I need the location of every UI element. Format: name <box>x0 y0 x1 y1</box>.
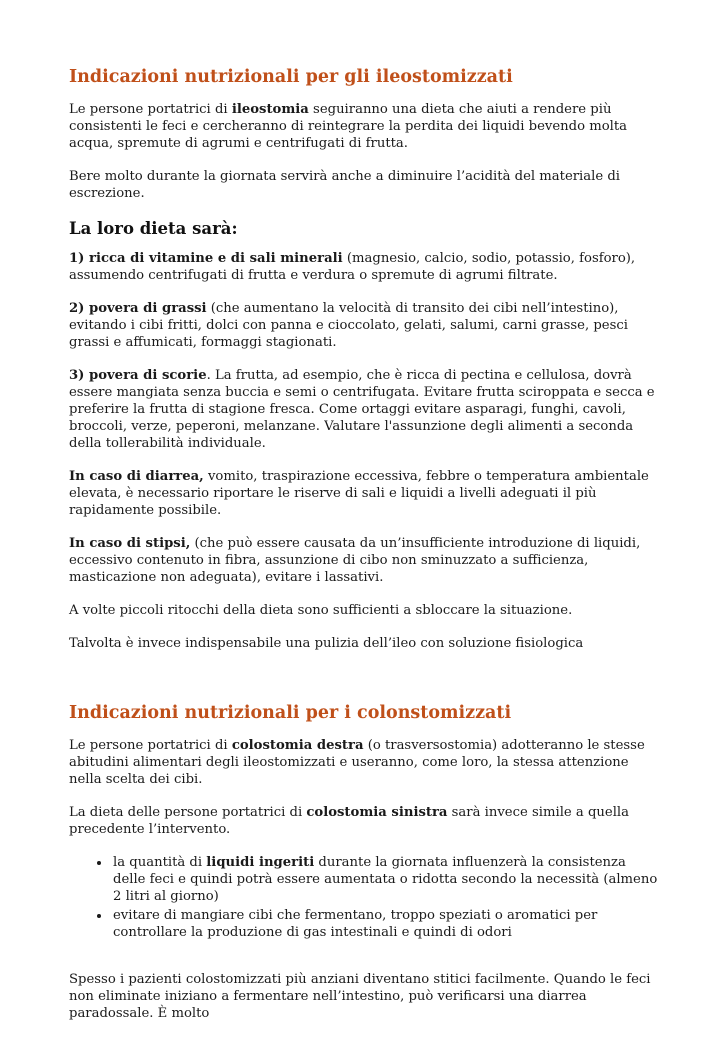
list-item: • evitare di mangiare cibi che fermentano, troppo speziati o aromatici per controllare la produzione di gas intestinali e quindi di odori <box>111 907 659 941</box>
section-title-ileostomy: Indicazioni nutrizionali per gli ileostomizzati <box>69 67 513 87</box>
diet-item-2: 2) povera di grassi (che aumentano la velocità di transito dei cibi nell’intestino), evitando i cibi fritti, dolci con panna e cioccolato, gelati, salumi, carni grasse, pesci grassi e affumicati, formaggi stagionati. <box>69 301 628 350</box>
diet-item-1: 1) ricca di vitamine e di sali minerali (magnesio, calcio, sodio, potassio, fosforo), assumendo centrifugati di frutta e verdura o spremute di agrumi filtrate. <box>69 251 636 283</box>
section-spacer <box>69 668 659 702</box>
diet-item-3: 3) povera di scorie. La frutta, ad esempio, che è ricca di pectina e cellulosa, dovrà essere mangiata senza buccia e semi o centrifugata. Evitare frutta sciroppata e secca e preferire la frutta di stagione fresca. Come ortaggi evitare asparagi, funghi, cavoli, broccoli, verze, peperoni, melanzane. Valutare l'assunzione degli alimenti a seconda della tollerabilità individuale. <box>69 368 655 451</box>
paragraph-ileostomy-intro: Le persone portatrici di ileostomia seguiranno una dieta che aiuti a rendere più consistenti le feci e cercheranno di reintegrare la perdita dei liquidi bevendo molta acqua, spremute di agrumi e centrifugati di frutta. <box>69 102 628 151</box>
colostomy-bullet-list <box>69 854 659 941</box>
paragraph-drink: Bere molto durante la giornata servirà anche a diminuire l’acidità del materiale di escrezione. <box>69 169 621 201</box>
diet-subtitle: La loro dieta sarà: <box>69 219 238 238</box>
paragraph-left-colostomy: La dieta delle persone portatrici di colostomia sinistra sarà invece simile a quella precedente l’intervento. <box>69 805 630 837</box>
list-item: • la quantità di liquidi ingeriti durante la giornata influenzerà la consistenza delle feci e quindi potrà essere aumentata o ridotta secondo la necessità (almeno 2 litri al giorno) <box>111 854 659 905</box>
document-page <box>69 66 659 1038</box>
paragraph-small-adjustments: A volte piccoli ritocchi della dieta sono sufficienti a sbloccare la situazione. <box>69 603 573 618</box>
paragraph-right-colostomy: Le persone portatrici di colostomia destra (o trasversostomia) adotteranno le stesse abitudini alimentari degli ileostomizzati e useranno, come loro, la stessa attenzione nella scelta dei cibi. <box>69 738 645 787</box>
paragraph-constipation: In caso di stipsi, (che può essere causata da un’insufficiente introduzione di liquidi, eccessivo contenuto in fibra, assunzione di cibo non sminuzzato a sufficienza, masticazione non adeguata), evitare i lassativi. <box>69 536 641 585</box>
paragraph-elderly-patients: Spesso i pazienti colostomizzati più anziani diventano stitici facilmente. Quando le feci non eliminate iniziano a fermentare nell’intestino, può verificarsi una diarrea paradossale. È molto <box>69 972 651 1021</box>
paragraph-diarrhea: In caso di diarrea, vomito, traspirazione eccessiva, febbre o temperatura ambientale elevata, è necessario riportare le riserve di sali e liquidi a livelli adeguati il più rapidamente possibile. <box>69 469 649 518</box>
section-title-colostomy: Indicazioni nutrizionali per i colonstomizzati <box>69 703 512 723</box>
paragraph-ileum-cleaning: Talvolta è invece indispensabile una pulizia dell’ileo con soluzione fisiologica <box>69 636 584 651</box>
